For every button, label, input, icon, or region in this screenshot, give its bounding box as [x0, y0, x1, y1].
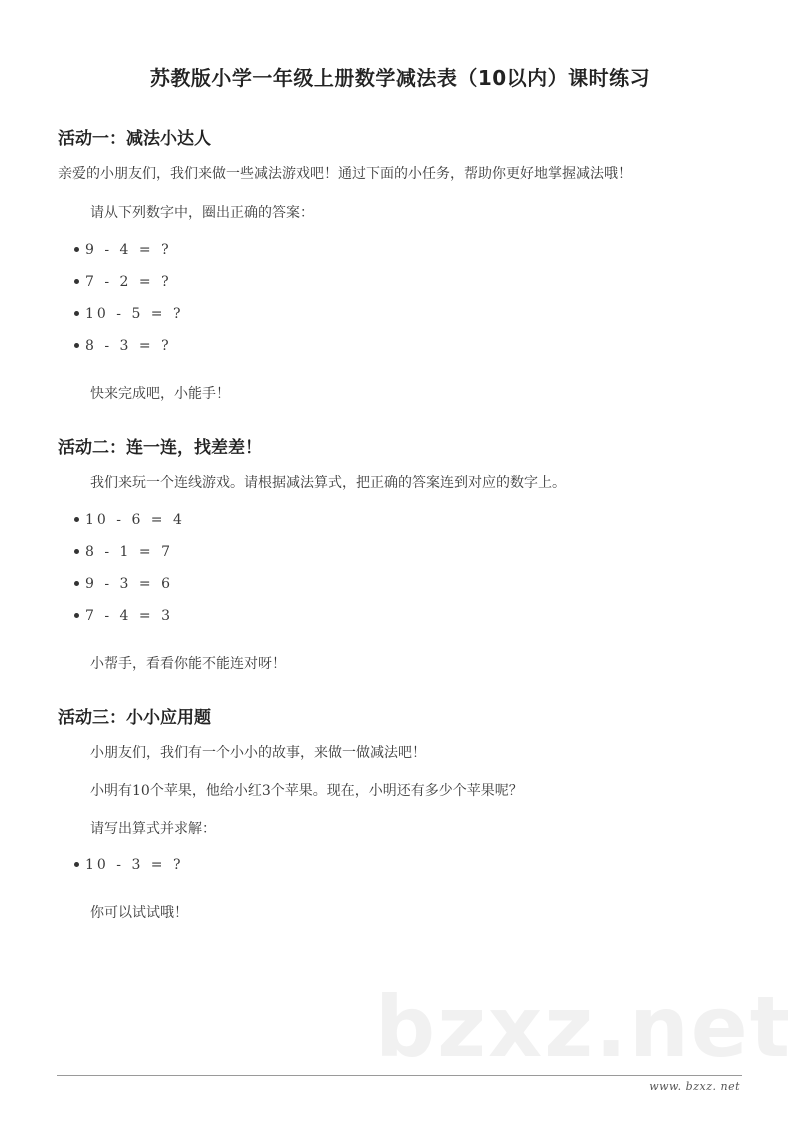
bullet-icon — [74, 343, 79, 348]
bullet-icon — [74, 613, 79, 618]
list-item — [74, 576, 173, 592]
list-item — [74, 338, 172, 354]
section-3-closing: 你可以试试哦！ — [90, 905, 188, 921]
list-item — [74, 857, 184, 873]
watermark: bzxz.net — [375, 978, 792, 1076]
list-item — [74, 608, 173, 624]
bullet-icon — [74, 311, 79, 316]
section-3-instruction: 请写出算式并求解： — [90, 821, 216, 837]
equation: 9 - 4 = ? — [85, 242, 172, 258]
document-title: 苏教版小学一年级上册数学减法表（10以内）课时练习 — [149, 66, 651, 90]
list-item — [74, 274, 172, 290]
equation: 8 - 1 = 7 — [85, 544, 173, 560]
section-1-instruction: 请从下列数字中，圈出正确的答案： — [90, 205, 314, 221]
section-1-heading: 活动一：减法小达人 — [58, 129, 211, 149]
list-item — [74, 242, 172, 258]
footer-url: www. bzxz. net — [649, 1080, 740, 1093]
equation: 8 - 3 = ? — [85, 338, 172, 354]
section-3-story: 小明有10个苹果，他给小红3个苹果。现在，小明还有多少个苹果呢？ — [90, 783, 523, 799]
section-2-closing: 小帮手，看看你能不能连对呀！ — [90, 656, 286, 672]
footer-divider — [57, 1075, 742, 1076]
equation: 9 - 3 = 6 — [85, 576, 173, 592]
section-3-intro: 小朋友们，我们有一个小小的故事，来做一做减法吧！ — [90, 745, 426, 761]
bullet-icon — [74, 549, 79, 554]
list-item — [74, 544, 173, 560]
bullet-icon — [74, 581, 79, 586]
equation: 7 - 4 = 3 — [85, 608, 173, 624]
equation: 10 - 5 = ? — [85, 306, 184, 322]
list-item — [74, 512, 185, 528]
section-3-heading: 活动三：小小应用题 — [58, 708, 211, 728]
bullet-icon — [74, 517, 79, 522]
equation: 10 - 3 = ? — [85, 857, 184, 873]
bullet-icon — [74, 279, 79, 284]
bullet-icon — [74, 247, 79, 252]
equation: 7 - 2 = ? — [85, 274, 172, 290]
section-1-closing: 快来完成吧，小能手！ — [90, 386, 230, 402]
bullet-icon — [74, 862, 79, 867]
equation: 10 - 6 = 4 — [85, 512, 185, 528]
list-item — [74, 306, 184, 322]
section-1-intro: 亲爱的小朋友们，我们来做一些减法游戏吧！通过下面的小任务，帮助你更好地掌握减法哦！ — [58, 166, 632, 182]
section-2-instruction: 我们来玩一个连线游戏。请根据减法算式，把正确的答案连到对应的数字上。 — [90, 475, 566, 491]
section-2-heading: 活动二：连一连，找差差！ — [58, 438, 262, 458]
